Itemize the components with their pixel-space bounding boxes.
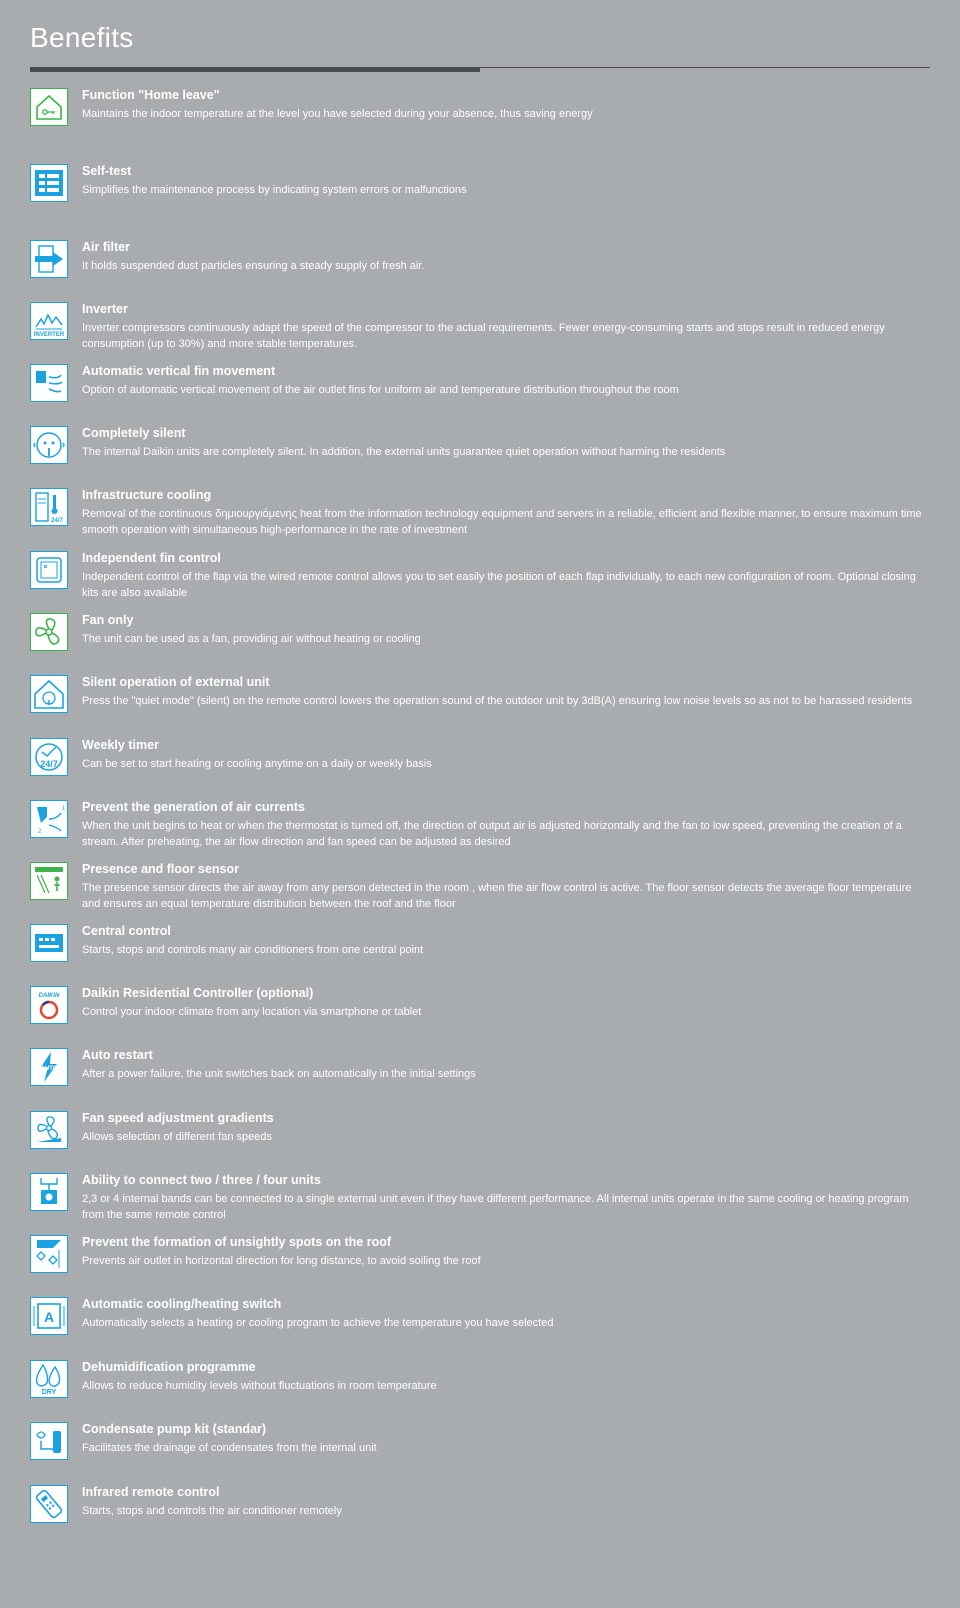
svg-text:1: 1 bbox=[62, 806, 66, 812]
fan-speed-icon bbox=[30, 1111, 68, 1149]
benefit-description: Prevents air outlet in horizontal direction for long distance, to avoid soiling the roof bbox=[82, 1255, 481, 1267]
benefit-title: Ability to connect two / three / four units bbox=[82, 1173, 321, 1187]
benefit-description: Control your indoor climate from any location via smartphone or tablet bbox=[82, 1006, 422, 1018]
benefit-text bbox=[82, 924, 930, 958]
benefit-text bbox=[82, 1111, 930, 1145]
dehumidification-icon bbox=[30, 1360, 68, 1398]
benefit-title: Daikin Residential Controller (optional) bbox=[82, 986, 314, 1000]
benefit-title: Weekly timer bbox=[82, 738, 159, 752]
benefit-text bbox=[82, 1048, 930, 1082]
benefit-text bbox=[82, 1235, 930, 1269]
ceiling-soiling-icon bbox=[30, 1235, 68, 1273]
benefit-description: Simplifies the maintenance process by indicating system errors or malfunctions bbox=[82, 184, 467, 196]
benefit-title: Presence and floor sensor bbox=[82, 862, 240, 876]
benefit-title: Fan speed adjustment gradients bbox=[82, 1111, 274, 1125]
benefit-description: Maintains the indoor temperature at the level you have selected during your absence, thus saving energy bbox=[82, 108, 593, 120]
inverter-icon bbox=[30, 302, 68, 340]
benefit-text bbox=[82, 164, 930, 198]
svg-text:INVERTER: INVERTER bbox=[33, 332, 65, 338]
benefit-title: Infrastructure cooling bbox=[82, 488, 212, 502]
self-test-icon bbox=[30, 164, 68, 202]
benefit-text bbox=[82, 738, 930, 772]
benefit-title: Self-test bbox=[82, 164, 132, 178]
benefit-description: It holds suspended dust particles ensuring a steady supply of fresh air. bbox=[82, 260, 425, 272]
benefit-text bbox=[82, 800, 930, 850]
benefit-text bbox=[82, 88, 930, 122]
home-leave-icon bbox=[30, 88, 68, 126]
benefit-text bbox=[82, 1485, 930, 1519]
benefit-description: After a power failure, the unit switches back on automatically in the initial settings bbox=[82, 1068, 476, 1080]
benefit-text bbox=[82, 364, 930, 398]
title-divider-accent bbox=[30, 67, 480, 72]
benefit-text bbox=[82, 488, 930, 538]
presence-sensor-icon bbox=[30, 862, 68, 900]
benefit-title: Dehumidification programme bbox=[82, 1360, 256, 1374]
infrastructure-cooling-icon bbox=[30, 488, 68, 526]
svg-text:DRY: DRY bbox=[41, 1389, 57, 1396]
central-control-icon bbox=[30, 924, 68, 962]
draft-prevention-icon bbox=[30, 800, 68, 838]
benefit-text bbox=[82, 1297, 930, 1331]
benefit-title: Auto restart bbox=[82, 1048, 153, 1062]
benefit-description: Allows to reduce humidity levels without fluctuations in room temperature bbox=[82, 1380, 437, 1392]
benefit-text bbox=[82, 613, 930, 647]
benefit-description: Allows selection of different fan speeds bbox=[82, 1131, 272, 1143]
benefit-description: Inverter compressors continuously adapt the speed of the compressor to the actual requirements. Fewer energy-consuming starts and stops result in reduced energy consumption (up to 30%) and more stable temperatures. bbox=[82, 322, 885, 350]
benefit-title: Infrared remote control bbox=[82, 1485, 220, 1499]
silent-icon bbox=[30, 426, 68, 464]
benefit-text bbox=[82, 1173, 930, 1223]
benefit-title: Air filter bbox=[82, 240, 130, 254]
benefit-description: The unit can be used as a fan, providing air without heating or cooling bbox=[82, 633, 421, 645]
benefit-description: Can be set to start heating or cooling anytime on a daily or weekly basis bbox=[82, 758, 432, 770]
benefit-description: Independent control of the flap via the wired remote control allows you to set easily the position of each flap individually, to each new configuration of room. Optional closing kits are also available bbox=[82, 571, 916, 599]
svg-text:24/7: 24/7 bbox=[51, 518, 63, 524]
benefit-text bbox=[82, 1360, 930, 1394]
benefit-description: 2,3 or 4 internal bands can be connected to a single external unit even if they have different performance. All internal units operate in the same cooling or heating program from the same remote control bbox=[82, 1193, 909, 1221]
vertical-fin-icon bbox=[30, 364, 68, 402]
independent-fin-icon bbox=[30, 551, 68, 589]
multi-connect-icon bbox=[30, 1173, 68, 1211]
svg-text:2: 2 bbox=[38, 829, 42, 835]
svg-text:AUTO: AUTO bbox=[40, 1066, 58, 1072]
benefit-text bbox=[82, 551, 930, 601]
benefit-description: When the unit begins to heat or when the thermostat is turned off, the direction of output air is adjusted horizontally and the fan to low speed, preventing the creation of a stream. After preheating, the air flow direction and fan speed can be adjusted as desired bbox=[82, 820, 902, 848]
svg-text:DAIKIN: DAIKIN bbox=[38, 993, 60, 999]
benefit-description: Automatically selects a heating or cooling program to achieve the temperature you have selected bbox=[82, 1317, 554, 1329]
page-title: Benefits bbox=[30, 22, 134, 53]
benefit-title: Condensate pump kit (standar) bbox=[82, 1422, 267, 1436]
benefit-description: Press the "quiet mode" (silent) on the remote control lowers the operation sound of the outdoor unit by 3dB(A) ensuring low noise levels so as not to be harassed residents bbox=[82, 695, 913, 707]
benefit-description: The internal Daikin units are completely silent. In addition, the external units guarantee quiet operation without harming the residents bbox=[82, 446, 726, 458]
benefit-description: Option of automatic vertical movement of the air outlet fins for uniform air and temperature distribution throughout the room bbox=[82, 384, 679, 396]
benefit-description: Removal of the continuous δημιουργιόμενης heat from the information technology equipment and servers in a reliable, efficient and flexible manner, to ensure maximum time smooth operation with simultaneous high-performance in the rate of investment bbox=[82, 508, 922, 536]
benefit-text bbox=[82, 862, 930, 912]
svg-text:24/7: 24/7 bbox=[40, 759, 58, 769]
benefit-description: Starts, stops and controls many air conditioners from one central point bbox=[82, 944, 424, 956]
benefit-title: Silent operation of external unit bbox=[82, 675, 270, 689]
benefit-text bbox=[82, 986, 930, 1020]
benefit-title: Inverter bbox=[82, 302, 128, 316]
benefit-text bbox=[82, 302, 930, 352]
benefit-title: Central control bbox=[82, 924, 171, 938]
condensate-pump-icon bbox=[30, 1422, 68, 1460]
benefit-description: The presence sensor directs the air away from any person detected in the room , when the air flow control is active. The floor sensor detects the average floor temperature and ensures an equal temperature distribution between the roof and the floor bbox=[82, 882, 912, 910]
svg-text:A: A bbox=[43, 1309, 55, 1325]
fan-only-icon bbox=[30, 613, 68, 651]
infrared-remote-icon bbox=[30, 1485, 68, 1523]
benefit-title: Completely silent bbox=[82, 426, 186, 440]
benefit-description: Starts, stops and controls the air conditioner remotely bbox=[82, 1505, 342, 1517]
air-filter-icon bbox=[30, 240, 68, 278]
quiet-outdoor-icon bbox=[30, 675, 68, 713]
benefit-title: Prevent the generation of air currents bbox=[82, 800, 305, 814]
benefit-title: Function "Home leave" bbox=[82, 88, 220, 102]
benefit-text bbox=[82, 675, 930, 709]
benefit-text bbox=[82, 426, 930, 460]
benefit-text bbox=[82, 240, 930, 274]
benefit-text bbox=[82, 1422, 930, 1456]
weekly-timer-icon bbox=[30, 738, 68, 776]
auto-switch-icon bbox=[30, 1297, 68, 1335]
benefit-title: Automatic vertical fin movement bbox=[82, 364, 276, 378]
daikin-controller-icon bbox=[30, 986, 68, 1024]
benefit-title: Fan only bbox=[82, 613, 134, 627]
benefit-title: Independent fin control bbox=[82, 551, 221, 565]
benefit-title: Prevent the formation of unsightly spots on the roof bbox=[82, 1235, 392, 1249]
auto-restart-icon bbox=[30, 1048, 68, 1086]
benefit-description: Facilitates the drainage of condensates from the internal unit bbox=[82, 1442, 377, 1454]
benefit-title: Automatic cooling/heating switch bbox=[82, 1297, 282, 1311]
